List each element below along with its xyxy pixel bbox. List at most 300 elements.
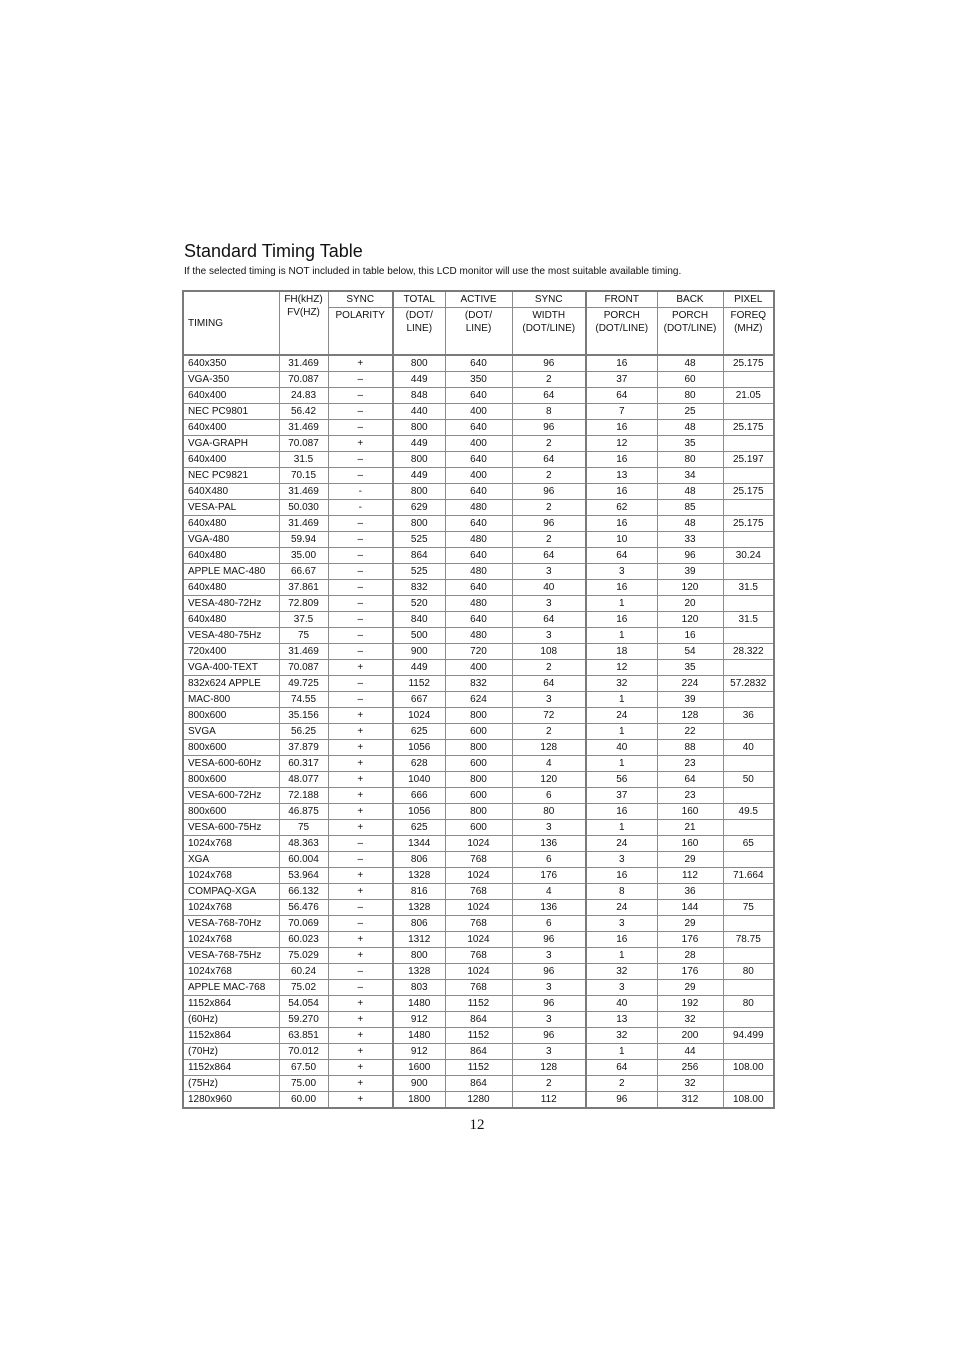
- cell-active: 600: [445, 788, 512, 804]
- cell-sync-width: 96: [512, 1028, 586, 1044]
- cell-active: 768: [445, 980, 512, 996]
- cell-back-porch: 48: [657, 516, 723, 532]
- cell-front-porch: 24: [586, 708, 657, 724]
- cell-timing: 1024x768: [183, 868, 279, 884]
- cell-timing: SVGA: [183, 724, 279, 740]
- cell-back-porch: 192: [657, 996, 723, 1012]
- cell-sync-polarity: –: [328, 580, 393, 596]
- cell-total: 1040: [393, 772, 445, 788]
- cell-fh-fv: 31.469: [279, 644, 328, 660]
- header-fh-fv: [279, 291, 328, 355]
- cell-pixel-freq: [723, 756, 774, 772]
- cell-total: 1600: [393, 1060, 445, 1076]
- cell-sync-width: 80: [512, 804, 586, 820]
- cell-timing: 1024x768: [183, 900, 279, 916]
- cell-active: 800: [445, 740, 512, 756]
- cell-back-porch: 176: [657, 964, 723, 980]
- cell-pixel-freq: [723, 948, 774, 964]
- cell-active: 640: [445, 452, 512, 468]
- header-active-top: ACTIVE: [445, 291, 512, 308]
- cell-sync-width: 128: [512, 1060, 586, 1076]
- cell-back-porch: 25: [657, 404, 723, 420]
- cell-pixel-freq: 71.664: [723, 868, 774, 884]
- cell-fh-fv: 66.132: [279, 884, 328, 900]
- cell-sync-polarity: +: [328, 660, 393, 676]
- cell-back-porch: 20: [657, 596, 723, 612]
- cell-back-porch: 23: [657, 756, 723, 772]
- cell-sync-width: 3: [512, 820, 586, 836]
- cell-total: 806: [393, 852, 445, 868]
- cell-timing: VGA-400-TEXT: [183, 660, 279, 676]
- cell-sync-width: 64: [512, 548, 586, 564]
- cell-active: 864: [445, 1044, 512, 1060]
- cell-fh-fv: 46.875: [279, 804, 328, 820]
- cell-fh-fv: 49.725: [279, 676, 328, 692]
- cell-back-porch: 34: [657, 468, 723, 484]
- cell-front-porch: 16: [586, 484, 657, 500]
- cell-sync-width: 4: [512, 884, 586, 900]
- cell-back-porch: 112: [657, 868, 723, 884]
- cell-pixel-freq: 36: [723, 708, 774, 724]
- cell-active: 1024: [445, 964, 512, 980]
- cell-sync-width: 40: [512, 580, 586, 596]
- page-subtitle: If the selected timing is NOT included in table below, this LCD monitor will use the most suitable available timing.: [184, 266, 682, 277]
- cell-front-porch: 18: [586, 644, 657, 660]
- cell-sync-polarity: +: [328, 788, 393, 804]
- header-timing: TIMING: [183, 291, 279, 355]
- cell-sync-polarity: –: [328, 612, 393, 628]
- cell-sync-width: 2: [512, 468, 586, 484]
- cell-back-porch: 28: [657, 948, 723, 964]
- cell-timing: (60Hz): [183, 1012, 279, 1028]
- cell-timing: 1152x864: [183, 996, 279, 1012]
- header-fh-fv-label: FH(kHZ) FV(HZ): [284, 294, 323, 318]
- cell-front-porch: 32: [586, 964, 657, 980]
- table-row: [183, 355, 774, 372]
- cell-timing: VESA-600-75Hz: [183, 820, 279, 836]
- cell-back-porch: 200: [657, 1028, 723, 1044]
- cell-timing: VGA-GRAPH: [183, 436, 279, 452]
- table-row: [183, 852, 774, 868]
- cell-fh-fv: 59.94: [279, 532, 328, 548]
- cell-sync-polarity: –: [328, 420, 393, 436]
- cell-pixel-freq: [723, 468, 774, 484]
- cell-active: 600: [445, 724, 512, 740]
- cell-back-porch: 32: [657, 1076, 723, 1092]
- cell-fh-fv: 56.42: [279, 404, 328, 420]
- table-row: [183, 900, 774, 916]
- cell-sync-polarity: –: [328, 916, 393, 932]
- cell-fh-fv: 37.861: [279, 580, 328, 596]
- cell-timing: (75Hz): [183, 1076, 279, 1092]
- table-row: [183, 596, 774, 612]
- cell-pixel-freq: 31.5: [723, 612, 774, 628]
- cell-front-porch: 1: [586, 820, 657, 836]
- cell-timing: VESA-600-60Hz: [183, 756, 279, 772]
- cell-back-porch: 23: [657, 788, 723, 804]
- cell-active: 350: [445, 372, 512, 388]
- cell-pixel-freq: [723, 660, 774, 676]
- cell-front-porch: 37: [586, 372, 657, 388]
- table-row: [183, 420, 774, 436]
- cell-timing: VESA-480-75Hz: [183, 628, 279, 644]
- cell-active: 768: [445, 884, 512, 900]
- cell-fh-fv: 60.023: [279, 932, 328, 948]
- cell-sync-width: 96: [512, 420, 586, 436]
- cell-front-porch: 1: [586, 692, 657, 708]
- cell-timing: 640x400: [183, 452, 279, 468]
- cell-pixel-freq: [723, 436, 774, 452]
- cell-timing: 640x350: [183, 355, 279, 372]
- cell-sync-width: 96: [512, 484, 586, 500]
- cell-active: 400: [445, 404, 512, 420]
- cell-active: 1152: [445, 1060, 512, 1076]
- table-row: [183, 964, 774, 980]
- cell-sync-polarity: –: [328, 516, 393, 532]
- cell-back-porch: 35: [657, 436, 723, 452]
- cell-timing: 640x480: [183, 612, 279, 628]
- cell-sync-width: 2: [512, 500, 586, 516]
- cell-fh-fv: 56.476: [279, 900, 328, 916]
- cell-sync-polarity: +: [328, 724, 393, 740]
- table-row: [183, 1012, 774, 1028]
- cell-total: 800: [393, 948, 445, 964]
- cell-back-porch: 60: [657, 372, 723, 388]
- cell-fh-fv: 74.55: [279, 692, 328, 708]
- cell-front-porch: 32: [586, 676, 657, 692]
- cell-back-porch: 29: [657, 980, 723, 996]
- cell-back-porch: 224: [657, 676, 723, 692]
- table-row: [183, 580, 774, 596]
- cell-sync-polarity: –: [328, 836, 393, 852]
- cell-total: 525: [393, 532, 445, 548]
- cell-sync-width: 3: [512, 628, 586, 644]
- table-row: [183, 836, 774, 852]
- cell-front-porch: 1: [586, 1044, 657, 1060]
- cell-timing: VGA-350: [183, 372, 279, 388]
- cell-fh-fv: 48.077: [279, 772, 328, 788]
- cell-fh-fv: 60.00: [279, 1092, 328, 1109]
- cell-front-porch: 10: [586, 532, 657, 548]
- cell-total: 1480: [393, 996, 445, 1012]
- cell-pixel-freq: [723, 1044, 774, 1060]
- cell-fh-fv: 31.5: [279, 452, 328, 468]
- cell-front-porch: 16: [586, 420, 657, 436]
- cell-total: 800: [393, 420, 445, 436]
- cell-fh-fv: 35.156: [279, 708, 328, 724]
- header-pixel-top: PIXEL: [723, 291, 774, 308]
- cell-back-porch: 128: [657, 708, 723, 724]
- table-row: [183, 1044, 774, 1060]
- cell-sync-polarity: –: [328, 644, 393, 660]
- table-row: [183, 1028, 774, 1044]
- header-total-top: TOTAL: [393, 291, 445, 308]
- cell-timing: 640x400: [183, 388, 279, 404]
- page-title: Standard Timing Table: [184, 241, 363, 261]
- cell-sync-width: 128: [512, 740, 586, 756]
- cell-fh-fv: 35.00: [279, 548, 328, 564]
- cell-sync-width: 2: [512, 372, 586, 388]
- cell-fh-fv: 48.363: [279, 836, 328, 852]
- cell-front-porch: 13: [586, 468, 657, 484]
- table-row: [183, 820, 774, 836]
- header-front-bottom: [586, 308, 657, 356]
- cell-front-porch: 3: [586, 852, 657, 868]
- header-total-bottom: [393, 308, 445, 356]
- cell-total: 1328: [393, 900, 445, 916]
- table-row: [183, 564, 774, 580]
- cell-fh-fv: 75.00: [279, 1076, 328, 1092]
- cell-total: 449: [393, 660, 445, 676]
- cell-sync-width: 64: [512, 612, 586, 628]
- cell-sync-width: 96: [512, 964, 586, 980]
- cell-total: 449: [393, 372, 445, 388]
- table-row: [183, 1076, 774, 1092]
- cell-pixel-freq: 25.197: [723, 452, 774, 468]
- cell-sync-polarity: +: [328, 1060, 393, 1076]
- cell-front-porch: 32: [586, 1028, 657, 1044]
- cell-pixel-freq: 25.175: [723, 355, 774, 372]
- cell-front-porch: 16: [586, 452, 657, 468]
- cell-timing: NEC PC9801: [183, 404, 279, 420]
- cell-fh-fv: 72.809: [279, 596, 328, 612]
- cell-sync-polarity: +: [328, 804, 393, 820]
- cell-timing: 800x600: [183, 804, 279, 820]
- cell-active: 1024: [445, 932, 512, 948]
- cell-pixel-freq: [723, 1076, 774, 1092]
- cell-sync-width: 2: [512, 724, 586, 740]
- cell-sync-polarity: +: [328, 772, 393, 788]
- cell-timing: 640x400: [183, 420, 279, 436]
- table-row: [183, 468, 774, 484]
- cell-front-porch: 62: [586, 500, 657, 516]
- cell-total: 848: [393, 388, 445, 404]
- cell-timing: APPLE MAC-768: [183, 980, 279, 996]
- cell-front-porch: 3: [586, 916, 657, 932]
- cell-back-porch: 160: [657, 836, 723, 852]
- cell-total: 1800: [393, 1092, 445, 1109]
- cell-timing: 1152x864: [183, 1028, 279, 1044]
- table-row: [183, 548, 774, 564]
- cell-sync-polarity: –: [328, 372, 393, 388]
- cell-front-porch: 40: [586, 740, 657, 756]
- cell-fh-fv: 72.188: [279, 788, 328, 804]
- cell-sync-width: 4: [512, 756, 586, 772]
- table-row: [183, 628, 774, 644]
- cell-sync-polarity: -: [328, 500, 393, 516]
- cell-fh-fv: 24.83: [279, 388, 328, 404]
- cell-sync-polarity: –: [328, 596, 393, 612]
- cell-back-porch: 39: [657, 692, 723, 708]
- cell-active: 1024: [445, 836, 512, 852]
- cell-active: 1024: [445, 868, 512, 884]
- cell-sync-polarity: –: [328, 852, 393, 868]
- cell-total: 625: [393, 724, 445, 740]
- cell-back-porch: 29: [657, 852, 723, 868]
- cell-fh-fv: 54.054: [279, 996, 328, 1012]
- cell-pixel-freq: [723, 564, 774, 580]
- cell-total: 1344: [393, 836, 445, 852]
- cell-back-porch: 48: [657, 420, 723, 436]
- header-front-top: FRONT: [586, 291, 657, 308]
- cell-pixel-freq: 25.175: [723, 484, 774, 500]
- cell-front-porch: 12: [586, 436, 657, 452]
- cell-pixel-freq: 28.322: [723, 644, 774, 660]
- cell-fh-fv: 66.67: [279, 564, 328, 580]
- cell-sync-polarity: –: [328, 564, 393, 580]
- cell-fh-fv: 53.964: [279, 868, 328, 884]
- cell-fh-fv: 70.087: [279, 436, 328, 452]
- cell-front-porch: 96: [586, 1092, 657, 1109]
- table-row: [183, 644, 774, 660]
- table-row: [183, 932, 774, 948]
- cell-fh-fv: 37.879: [279, 740, 328, 756]
- cell-front-porch: 24: [586, 836, 657, 852]
- cell-sync-width: 136: [512, 836, 586, 852]
- cell-fh-fv: 70.15: [279, 468, 328, 484]
- cell-sync-width: 3: [512, 692, 586, 708]
- cell-sync-width: 64: [512, 452, 586, 468]
- cell-sync-width: 72: [512, 708, 586, 724]
- cell-fh-fv: 60.317: [279, 756, 328, 772]
- cell-timing: VESA-600-72Hz: [183, 788, 279, 804]
- cell-back-porch: 39: [657, 564, 723, 580]
- cell-front-porch: 16: [586, 580, 657, 596]
- cell-sync-width: 8: [512, 404, 586, 420]
- cell-sync-polarity: +: [328, 708, 393, 724]
- cell-pixel-freq: 40: [723, 740, 774, 756]
- cell-active: 800: [445, 772, 512, 788]
- cell-timing: 1280x960: [183, 1092, 279, 1109]
- cell-fh-fv: 60.24: [279, 964, 328, 980]
- cell-sync-width: 2: [512, 1076, 586, 1092]
- cell-sync-polarity: –: [328, 628, 393, 644]
- cell-sync-polarity: +: [328, 756, 393, 772]
- cell-active: 640: [445, 580, 512, 596]
- cell-sync-width: 96: [512, 516, 586, 532]
- cell-back-porch: 33: [657, 532, 723, 548]
- cell-active: 480: [445, 628, 512, 644]
- table-row: [183, 740, 774, 756]
- cell-fh-fv: 50.030: [279, 500, 328, 516]
- cell-pixel-freq: 75: [723, 900, 774, 916]
- cell-total: 629: [393, 500, 445, 516]
- cell-pixel-freq: [723, 532, 774, 548]
- cell-active: 832: [445, 676, 512, 692]
- cell-pixel-freq: 21.05: [723, 388, 774, 404]
- table-row: [183, 660, 774, 676]
- cell-timing: VESA-768-75Hz: [183, 948, 279, 964]
- table-row: [183, 868, 774, 884]
- cell-fh-fv: 75.029: [279, 948, 328, 964]
- table-row: [183, 372, 774, 388]
- cell-front-porch: 8: [586, 884, 657, 900]
- header-sync-width-bottom: [512, 308, 586, 356]
- cell-total: 800: [393, 355, 445, 372]
- cell-sync-polarity: –: [328, 980, 393, 996]
- cell-back-porch: 54: [657, 644, 723, 660]
- cell-back-porch: 36: [657, 884, 723, 900]
- cell-sync-polarity: –: [328, 548, 393, 564]
- cell-sync-width: 6: [512, 788, 586, 804]
- cell-sync-width: 3: [512, 948, 586, 964]
- cell-timing: 1152x864: [183, 1060, 279, 1076]
- cell-fh-fv: 75.02: [279, 980, 328, 996]
- cell-front-porch: 40: [586, 996, 657, 1012]
- cell-timing: 800x600: [183, 772, 279, 788]
- table-row: [183, 612, 774, 628]
- table-row: [183, 916, 774, 932]
- cell-pixel-freq: 49.5: [723, 804, 774, 820]
- cell-fh-fv: 70.012: [279, 1044, 328, 1060]
- table-row: [183, 692, 774, 708]
- cell-timing: 800x600: [183, 708, 279, 724]
- cell-front-porch: 16: [586, 932, 657, 948]
- cell-sync-polarity: –: [328, 452, 393, 468]
- table-row: [183, 484, 774, 500]
- cell-active: 720: [445, 644, 512, 660]
- cell-timing: 720x400: [183, 644, 279, 660]
- cell-sync-polarity: +: [328, 1028, 393, 1044]
- cell-pixel-freq: [723, 724, 774, 740]
- table-row: [183, 532, 774, 548]
- cell-total: 832: [393, 580, 445, 596]
- cell-back-porch: 96: [657, 548, 723, 564]
- cell-fh-fv: 67.50: [279, 1060, 328, 1076]
- table-row: [183, 980, 774, 996]
- cell-sync-polarity: –: [328, 900, 393, 916]
- cell-sync-width: 3: [512, 596, 586, 612]
- cell-fh-fv: 70.087: [279, 660, 328, 676]
- cell-timing: APPLE MAC-480: [183, 564, 279, 580]
- table-row: [183, 788, 774, 804]
- cell-total: 525: [393, 564, 445, 580]
- cell-sync-polarity: +: [328, 820, 393, 836]
- header-active-bottom: [445, 308, 512, 356]
- cell-front-porch: 16: [586, 516, 657, 532]
- cell-sync-polarity: +: [328, 1092, 393, 1109]
- timing-table-body: [183, 355, 774, 1108]
- cell-timing: 1024x768: [183, 836, 279, 852]
- table-row: [183, 772, 774, 788]
- cell-fh-fv: 31.469: [279, 355, 328, 372]
- cell-front-porch: 7: [586, 404, 657, 420]
- cell-sync-width: 2: [512, 660, 586, 676]
- cell-back-porch: 48: [657, 484, 723, 500]
- cell-sync-width: 120: [512, 772, 586, 788]
- header-total-bottom-label: (DOT/ LINE): [405, 310, 433, 334]
- cell-total: 449: [393, 436, 445, 452]
- cell-front-porch: 1: [586, 948, 657, 964]
- cell-front-porch: 64: [586, 548, 657, 564]
- header-back-top: BACK: [657, 291, 723, 308]
- cell-active: 480: [445, 564, 512, 580]
- table-row: [183, 1092, 774, 1109]
- cell-back-porch: 88: [657, 740, 723, 756]
- cell-active: 1280: [445, 1092, 512, 1109]
- cell-total: 806: [393, 916, 445, 932]
- cell-timing: 640x480: [183, 548, 279, 564]
- cell-pixel-freq: 108.00: [723, 1060, 774, 1076]
- cell-pixel-freq: 25.175: [723, 420, 774, 436]
- cell-sync-width: 3: [512, 564, 586, 580]
- header-sync-width-top: SYNC: [512, 291, 586, 308]
- cell-front-porch: 16: [586, 355, 657, 372]
- cell-front-porch: 64: [586, 1060, 657, 1076]
- cell-fh-fv: 60.004: [279, 852, 328, 868]
- cell-sync-width: 108: [512, 644, 586, 660]
- cell-pixel-freq: 50: [723, 772, 774, 788]
